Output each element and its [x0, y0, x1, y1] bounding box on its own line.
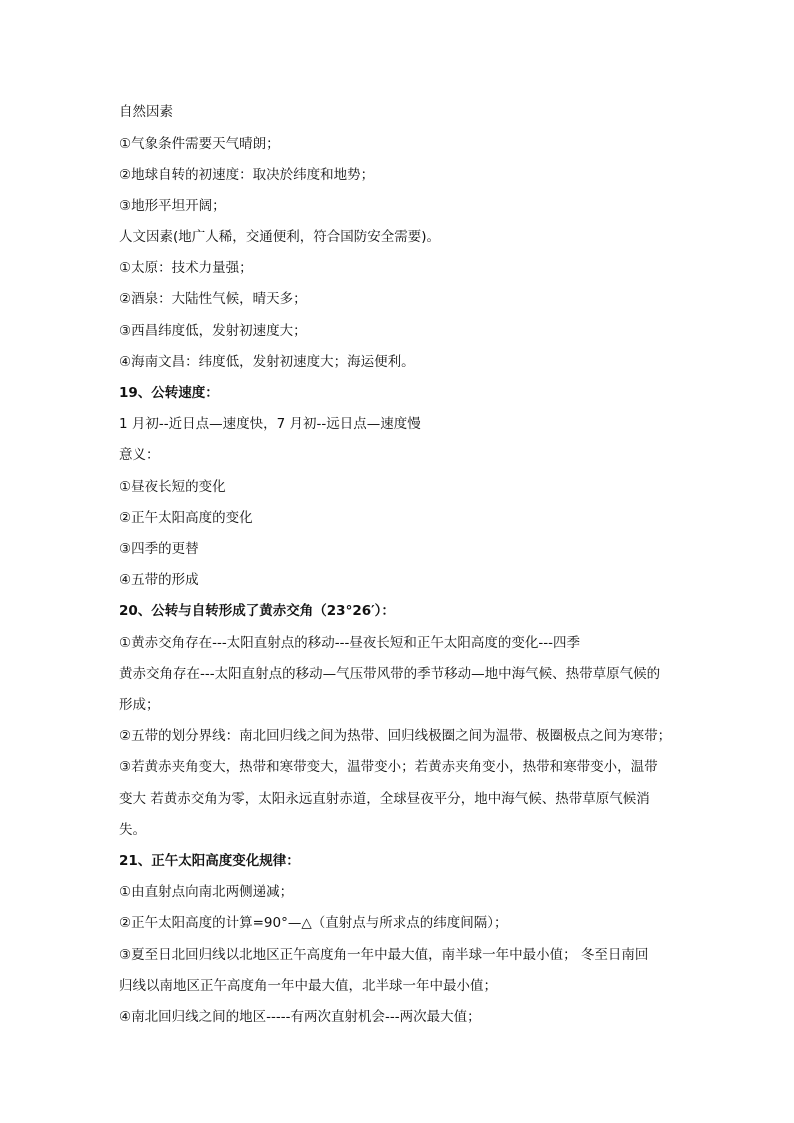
text-line: ③四季的更替 [119, 541, 199, 557]
text-line: ③若黄赤夹角变大，热带和寒带变大，温带变小；若黄赤夹角变小，热带和寒带变小，温带 [119, 759, 658, 775]
text-line: ③夏至日北回归线以北地区正午高度角一年中最大值，南半球一年中最小值； 冬至日南回 [119, 947, 649, 963]
text-line: 变大 若黄赤交角为零，太阳永远直射赤道，全球昼夜平分，地中海气候、热带草原气候消 [119, 791, 650, 807]
text-line: ①由直射点向南北两侧递减； [119, 884, 294, 900]
text-line: ①太原：技术力量强； [119, 260, 253, 276]
text-line: ②酒泉：大陆性气候，晴天多； [119, 291, 307, 307]
text-line: ②正午太阳高度的变化 [119, 510, 253, 526]
text-line: 1 月初--近日点—速度快，7 月初--远日点—速度慢 [119, 416, 421, 432]
text-line: ②五带的划分界线：南北回归线之间为热带、回归线极圈之间为温带、极圈极点之间为寒带； [119, 728, 672, 744]
text-line: ③地形平坦开阔； [119, 198, 226, 214]
text-line: ④五带的形成 [119, 572, 199, 588]
section-heading-21: 21、正午太阳高度变化规律： [119, 853, 300, 869]
heading-human-factors: 人文因素(地广人稀，交通便利，符合国防安全需要)。 [119, 229, 441, 245]
text-line: ④南北回归线之间的地区-----有两次直射机会---两次最大值； [119, 1009, 481, 1025]
text-line: 失。 [119, 822, 146, 838]
text-line: 黄赤交角存在---太阳直射点的移动—气压带风带的季节移动—地中海气候、热带草原气候的 [119, 666, 661, 682]
text-line: 形成； [119, 697, 160, 713]
text-line: 意义： [119, 447, 160, 463]
heading-natural-factors: 自然因素 [119, 104, 173, 120]
text-line: 归线以南地区正午高度角一年中最大值，北半球一年中最小值； [119, 978, 497, 994]
text-line: ②地球自转的初速度：取决於纬度和地势； [119, 167, 375, 183]
text-line: ②正午太阳高度的计算=90°—△（直射点与所求点的纬度间隔）； [119, 915, 508, 931]
text-line: ③西昌纬度低，发射初速度大； [119, 323, 307, 339]
section-heading-19: 19、公转速度： [119, 385, 219, 401]
text-line: ①昼夜长短的变化 [119, 479, 226, 495]
text-line: ①气象条件需要天气晴朗； [119, 136, 280, 152]
text-line: ④海南文昌：纬度低，发射初速度大；海运便利。 [119, 354, 415, 370]
section-heading-20: 20、公转与自转形成了黄赤交角（23°26′）： [119, 603, 395, 619]
text-line: ①黄赤交角存在---太阳直射点的移动---昼夜长短和正午太阳高度的变化---四季 [119, 635, 580, 651]
